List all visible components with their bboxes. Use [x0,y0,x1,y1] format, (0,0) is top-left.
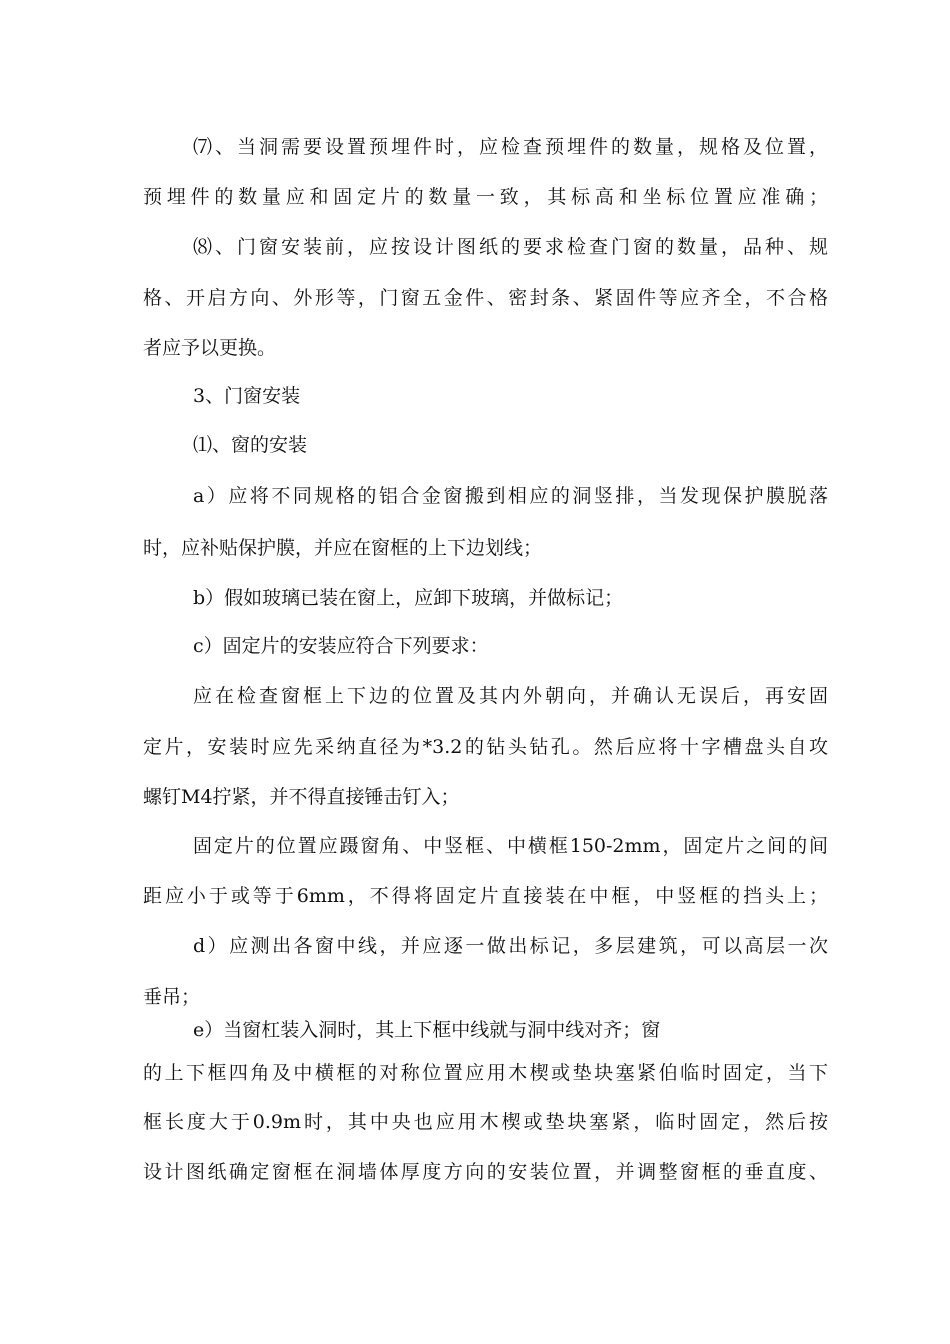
text-line-10: b）假如玻璃已装在窗上，应卸下玻璃，并做标记； [193,587,624,609]
subsection-heading: ⑴、窗的安装 [193,434,308,456]
text-line-18: 垂吊； [143,986,201,1008]
text-line-3: ⑻、门窗安装前，应按设计图纸的要求检查门窗的数量，品种、规 [193,236,828,258]
text-line-20: 的上下框四角及中横框的对称位置应用木楔或垫块塞紧伯临时固定，当下 [143,1062,828,1084]
text-line-4: 格、开启方向、外形等，门窗五金件、密封条、紧固件等应齐全，不合格 [143,287,828,309]
text-line-15: 固定片的位置应蹑窗角、中竖框、中横框150-2mm，固定片之间的间 [193,835,828,857]
text-line-13: 定片，安装时应先采纳直径为*3.2的钻头钻孔。然后应将十字槽盘头自攻 [143,736,828,758]
text-line-2: 预埋件的数量应和固定片的数量一致，其标高和坐标位置应准确； [143,186,828,208]
text-line-5: 者应予以更换。 [143,337,277,359]
text-line-16: 距应小于或等于6mm，不得将固定片直接装在中框，中竖框的挡头上； [143,885,828,907]
text-line-9: 时，应补贴保护膜，并应在窗框的上下边划线； [143,537,543,559]
text-line-14: 螺钉M4拧紧，并不得直接锤击钉入； [143,786,460,808]
text-line-11: c）固定片的安装应符合下列要求： [193,635,489,657]
text-line-21: 框长度大于0.9m时，其中央也应用木楔或垫块塞紧，临时固定，然后按 [143,1111,828,1133]
text-line-17: d）应测出各窗中线，并应逐一做出标记，多层建筑，可以高层一次 [193,935,828,957]
section-heading: 3、门窗安装 [193,385,301,407]
text-line-8: a）应将不同规格的铝合金窗搬到相应的洞竖排，当发现保护膜脱落 [193,485,828,507]
text-line-1: ⑺、当洞需要设置预埋件时，应检查预埋件的数量，规格及位置， [193,136,828,158]
text-line-12: 应在检查窗框上下边的位置及其内外朝向，并确认无误后，再安固 [193,685,828,707]
text-line-22: 设计图纸确定窗框在洞墙体厚度方向的安装位置，并调整窗框的垂直度、 [143,1161,828,1183]
text-line-19: e）当窗杠装入洞时，其上下框中线就与洞中线对齐；窗 [193,1019,661,1041]
